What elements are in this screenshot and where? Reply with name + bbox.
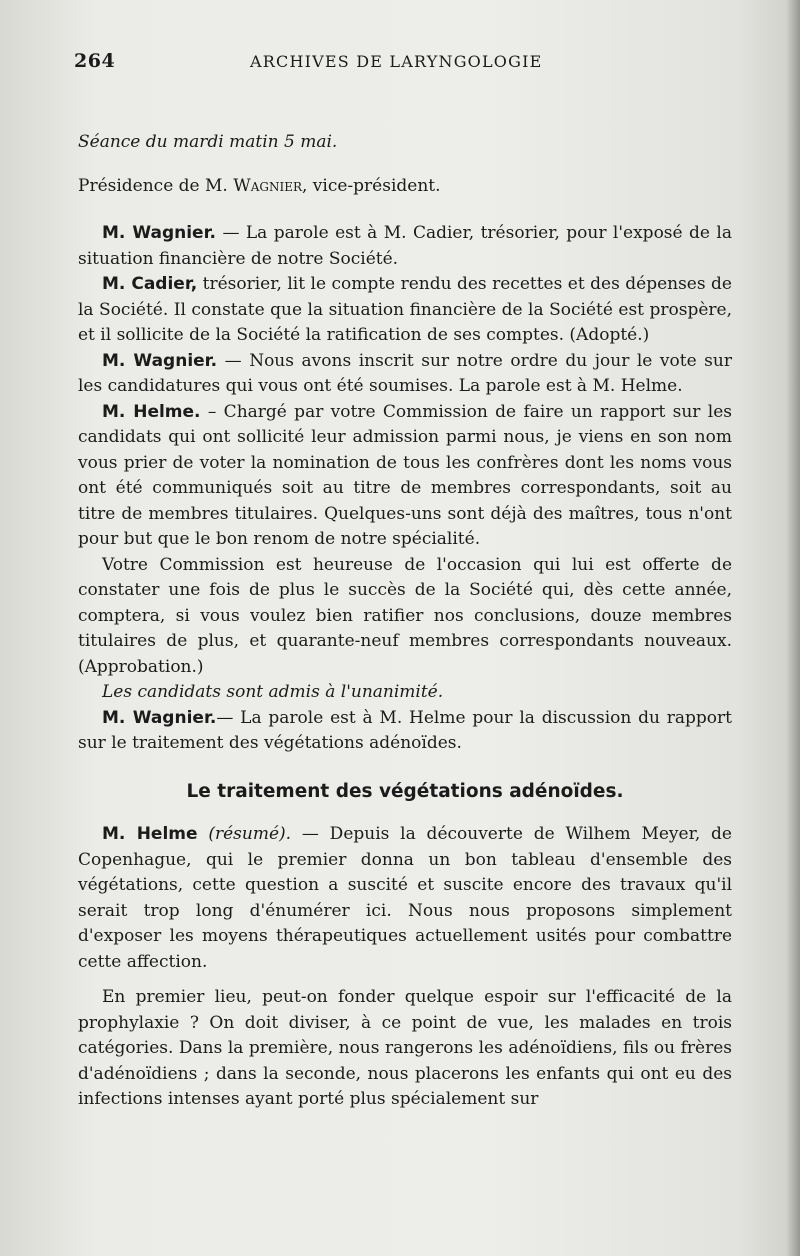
paragraph <box>78 553 732 681</box>
page-body <box>78 130 732 1113</box>
session-title: Séance du mardi matin 5 mai. <box>78 132 338 152</box>
paragraph <box>78 221 732 272</box>
decision-line <box>78 680 732 706</box>
paragraph-text: Votre Commission est heureuse de l'occasion qui lui est offerte de constater une fois de plus le succès de la Société qui, dès cette année, comptera, si vous voulez bien ratifier nos conclusions, douze membres titulaires de plus, et quarante-neuf membres correspondants nouveaux. (Approbation.) <box>78 554 732 677</box>
paragraph-text: – Chargé par votre Commission de faire un rapport sur les candidats qui ont sollicité leur admission parmi nous, je viens en son nom vous prier de voter la nomination de tous les confrères dont les noms vous ont été communiqués soit au titre de membres correspondants, soit au titre de membres titulaires. Quelques-uns sont déjà des maîtres, tous n'ont pour but que le bon renom de notre spécialité. <box>78 401 732 549</box>
paragraph <box>78 985 732 1113</box>
speaker-name: M. Helme <box>102 824 198 844</box>
speaker-name: M. Wagnier. <box>102 707 217 728</box>
speaker-name: M. Wagnier. <box>102 223 216 243</box>
paragraph-text: En premier lieu, peut-on fonder quelque espoir sur l'efficacité de la prophylaxie ? On doit diviser, à ce point de vue, les malades en trois catégories. Dans la première, nous rangerons les adénoïdiens, fils ou frères d'adénoïdiens ; dans la seconde, nous placerons les enfants qui ont eu des infections intenses ayant porté plus spécialement sur <box>78 987 732 1109</box>
presidency-name: Wagnier <box>233 175 302 196</box>
paragraph-text: trésorier, lit le compte rendu des recettes et des dépenses de la Société. Il constate que la situation financière de la Société est prospère, et il sollicite de la Société la ratification de ses comptes. (Adopté.) <box>78 274 732 345</box>
presidency-line <box>78 174 732 200</box>
running-title: ARCHIVES DE LARYNGOLOGIE <box>250 52 543 71</box>
speaker-name: M. Cadier, <box>102 274 198 294</box>
paragraph <box>78 272 732 349</box>
page-edge-shadow <box>786 0 800 1256</box>
paragraph-text: Les candidats sont admis à l'unanimité. <box>102 682 444 702</box>
paragraph-text: — La parole est à M. Cadier, trésorier, pour l'exposé de la situation financière de notre Société. <box>78 223 732 269</box>
paragraph <box>78 400 732 553</box>
speaker-name: M. Helme. <box>102 401 201 422</box>
page-number: 264 <box>74 50 116 72</box>
paragraph-text: — Nous avons inscrit sur notre ordre du jour le vote sur les candidatures qui vous ont été soumises. La parole est à M. Helme. <box>78 350 732 396</box>
presidency-prefix: Présidence de M. <box>78 175 234 196</box>
speaker-note: (résumé). <box>208 824 292 844</box>
paragraph <box>78 349 732 400</box>
section-title: Le traitement des végétations adénoïdes. <box>186 780 624 802</box>
paragraph <box>78 706 732 757</box>
paragraph <box>78 822 732 975</box>
presidency-suffix: , vice-président. <box>302 175 441 196</box>
paragraph-text: — Depuis la découverte de Wilhem Meyer, de Copenhague, qui le premier donna un bon tableau d'ensemble des végétations, cette question a suscité et suscite encore des travaux qu'il serait trop long d'énumérer ici. Nous nous proposons simplement d'exposer les moyens thérapeutiques actuellement usités pour combattre cette affection. <box>78 824 732 972</box>
speaker-name: M. Wagnier. <box>102 350 218 371</box>
page-header <box>74 50 734 78</box>
paragraph-text: — La parole est à M. Helme pour la discussion du rapport sur le traitement des végétations adénoïdes. <box>78 707 732 753</box>
